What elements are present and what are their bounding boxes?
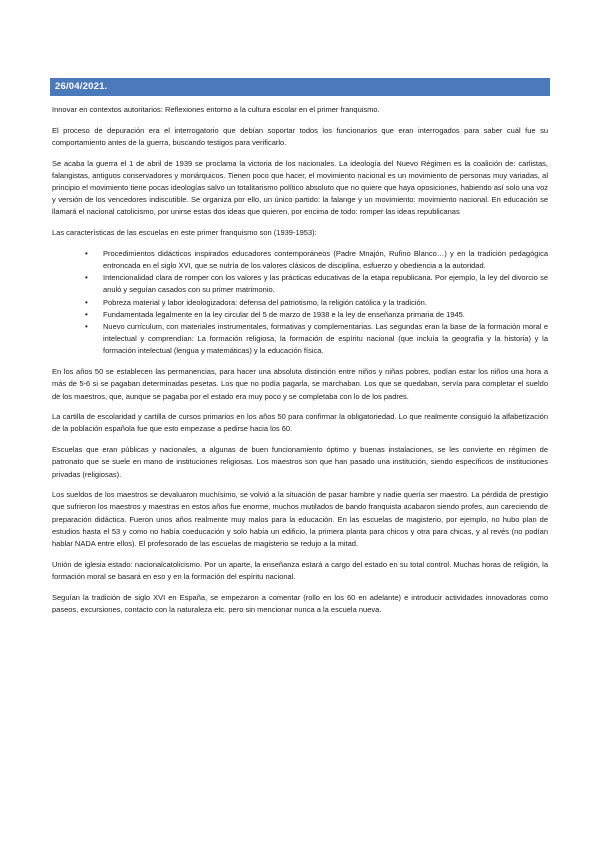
date-header: 26/04/2021. xyxy=(50,78,550,96)
paragraph-guerra: Se acaba la guerra el 1 de abril de 1939 se proclama la victoria de los nacionales. La ideología del Nuevo Régimen es la coalición de: carlistas, falangistas, antiguos conservadores y monárquicos. Tienen poco que hacer, el movimiento nacional es un movimiento de personas muy variadas, al principio el movimiento tiene pocas ideologías salvo un totalitarismo político absoluto que no quiere que haya oposiciones, habiendo así solo una voz y versión de los vencedores indiscutible. Se organiza por ello, un único partido: la falange y un movimiento: movimiento nacional. En educación se llamará el nacional catolicismo, por unirse estas dos ideas que quieren, por encima de todo: romper las ideas republicanas xyxy=(52,158,548,217)
list-item: • Intencionalidad clara de romper con los valores y las prácticas educativas de la etapa republicana. Por ejemplo, la ley del divorcio se anuló y seguían casados con su primer matrimonio. xyxy=(103,272,548,296)
paragraph-caracteristicas-intro: Las características de las escuelas en este primer franquismo son (1939-1953): xyxy=(52,228,317,238)
paragraph-union-iglesia: Unión de iglesia estado: nacionalcatolicismo. Por un aparte, la enseñanza estará a cargo del estado en su total control. Muchas horas de religión, la formación moral se basará en eso y en la formación del espíritu nacional. xyxy=(52,559,548,581)
paragraph-cartilla: La cartilla de escolaridad y cartilla de cursos primarios en los años 50 para confirmar la obligatoriedad. Lo que realmente consiguió la alfabetización de la población española fue que esto empezase a pedirse hacia los 60. xyxy=(52,412,548,434)
list-item: • Fundamentada legalmente en la ley circular del 5 de marzo de 1938 e la ley de enseñanza primaria de 1945. xyxy=(103,309,548,321)
paragraph-permanencias: En los años 50 se establecen las permanencias, para hacer una absoluta distinción entre niños y niñas pobres, podían estar los niños una hora a más de 5-6 si se pagaban determinadas pesetas. Los que no podía pagarla, se marchaban. Los que se quedaban, servía para completar el sueldo de los maestros, que, aunque se pagaba por el estado era muy poco y se completaba con lo de los padres. xyxy=(52,367,548,401)
characteristics-list xyxy=(52,248,548,358)
list-item: • Procedimientos didácticos inspirados educadores contemporáneos (Padre Mnajón, Rufino Blanco…) y en la tradición pedagógica entroncada en el siglo XVI, que se nutría de los valores clásicos de disciplina, esfuerzo y obediencia a la autoridad. xyxy=(103,248,548,272)
subtitle-paragraph: Innovar en contextos autoritarios: Reflexiones entorno a la cultura escolar en el primer franquismo. xyxy=(52,105,380,114)
list-item: • Pobreza material y labor ideologizadora: defensa del patriotismo, la religión católica y la tradición. xyxy=(103,297,548,309)
paragraph-escuelas: Escuelas que eran públicas y nacionales, a algunas de buen funcionamiento óptimo y buenas instalaciones, se les convierte en régimen de patronato que se suele en mano de instituciones religiosas. Los maestros son que han pasado una institución, siendo específicos de instituciones privadas (religiosas). xyxy=(52,445,548,479)
paragraph-sueldos: Los sueldos de los maestros se devaluaron muchísimo, se volvió a la situación de pasar hambre y nadie quería ser maestro. La pérdida de prestigio que sufrieron los maestros y maestras en estos años fue enorme, muchos mutilados de bando franquista acabaron siendo profes, aun careciendo de preparación didáctica. Fueron unos años realmente muy malos para la educación. En las escuelas de magisterio, por ejemplo, no hubo plan de estudios hasta el 53 y como no había coeducación y solo había un edificio, la primera planta para chicos y otra para chicas, y al revés (no podían hablar NADA entre ellos). El profesorado de las escuelas de magisterio se redujo a la mitad. xyxy=(52,490,548,549)
paragraph-tradicion: Seguían la tradición de siglo XVI en España, se empezaron a comentar (rollo en los 60 en adelante) e introducir actividades innovadoras como paseos, excursiones, contacto con la naturaleza etc. pero sin mencionar nunca a la escuela nueva. xyxy=(52,592,548,614)
document-body xyxy=(52,104,548,625)
list-item: • Nuevo currículum, con materiales instrumentales, formativas y complementarias. Las segundas eran la base de la formación moral e intelectual y comprendían: La formación religiosa, la formación de espíritu nacional (que incluía la geografía y la historia) y la formación intelectual (lengua y matemáticas) y la educación física. xyxy=(103,321,548,358)
paragraph-depuracion: El proceso de depuración era el interrogatorio que debían soportar todos los funcionarios que eran interrogados para saber cuál fue su comportamiento antes de la guerra, buscando testigos para verificarlo. xyxy=(52,125,548,147)
